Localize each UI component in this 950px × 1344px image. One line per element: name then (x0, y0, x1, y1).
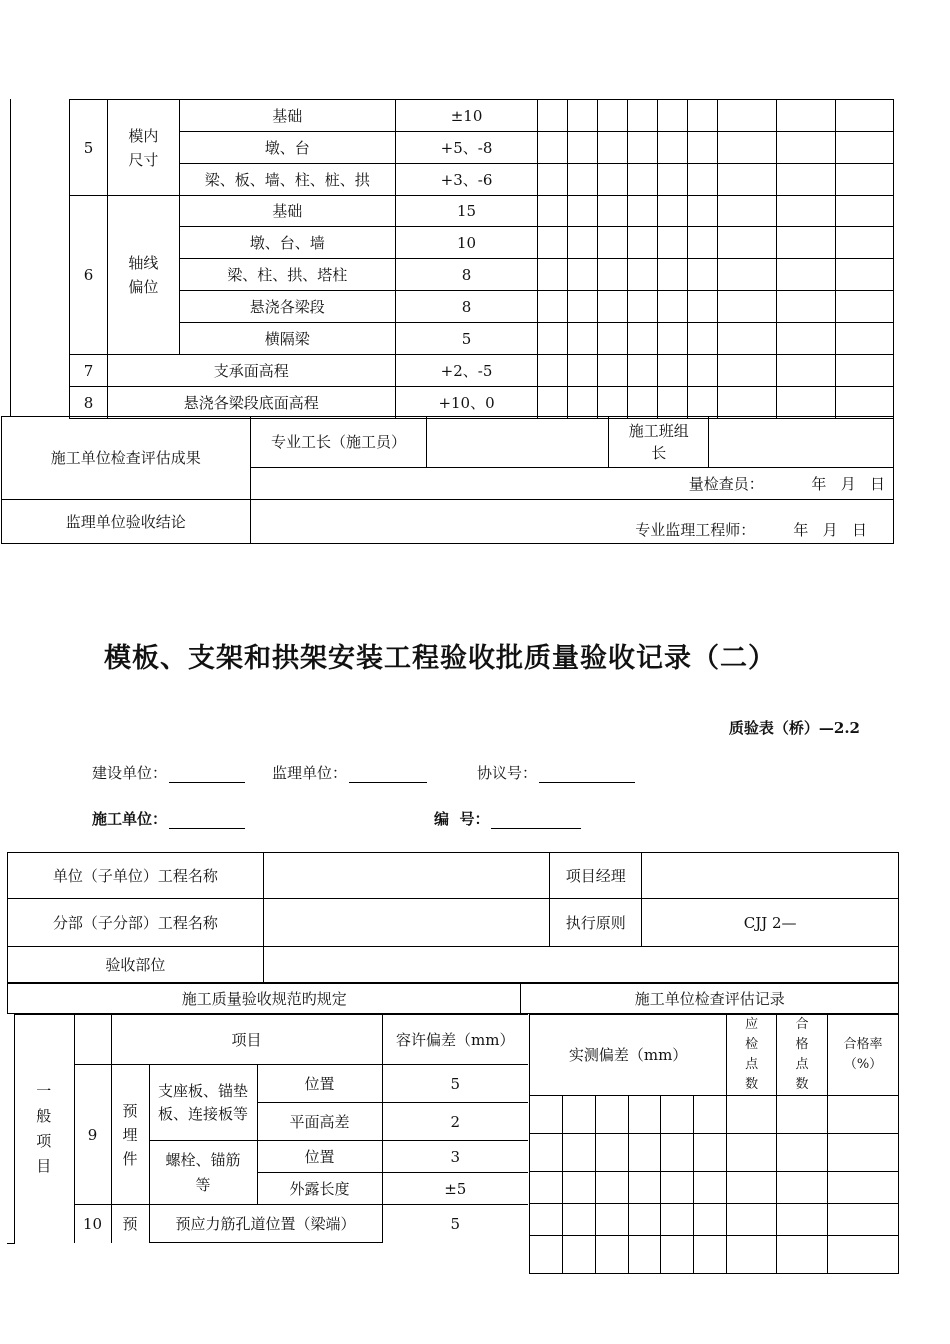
item-no: 8 (70, 387, 108, 419)
table-row (70, 355, 894, 387)
construct-unit-input[interactable] (169, 810, 245, 829)
table-row (70, 291, 894, 323)
row9-tol2: 2 (382, 1103, 528, 1141)
sub-project-value[interactable] (263, 899, 550, 947)
tolerance: ±10 (395, 100, 538, 132)
col-measured: 实测偏差（mm） (530, 1015, 727, 1096)
agreement-label: 协议号： (477, 764, 538, 782)
tolerance: +3、-6 (395, 164, 538, 196)
team-leader-value[interactable] (709, 417, 894, 468)
build-unit-field (92, 762, 245, 783)
table-row (70, 387, 894, 419)
project-manager-value[interactable] (642, 853, 899, 899)
row9-tol3: 3 (382, 1141, 528, 1173)
row9-sub2: 平面高差 (257, 1103, 382, 1141)
row10-item: 预应力筋孔道位置（梁端） (149, 1205, 382, 1243)
row9-group2: 螺栓、锚筋等 (149, 1141, 257, 1205)
build-unit-input[interactable] (169, 764, 245, 783)
row9-tol1: 5 (382, 1065, 528, 1103)
serial-label: 编 号： (434, 810, 490, 828)
item-no: 6 (70, 196, 108, 355)
supervision-label: 监理单位验收结论 (2, 500, 251, 544)
row10-cat: 预 (111, 1205, 149, 1243)
row9-sub3: 位置 (257, 1141, 382, 1173)
table-row (70, 196, 894, 227)
agreement-input[interactable] (539, 764, 635, 783)
tolerance: 8 (395, 259, 538, 291)
sub-item: 悬浇各梁段 (179, 291, 395, 323)
spec-label: 施工质量验收规范旳规定 (8, 984, 521, 1014)
construct-unit-label: 施工单位： (92, 810, 168, 828)
serial-field (434, 808, 581, 829)
general-items-text: 一般项目 (36, 1081, 52, 1175)
form-code: 质验表（桥）—2.2 (728, 719, 860, 737)
page-title: 模板、支架和拱架安装工程验收批质量验收记录（二） (104, 643, 776, 674)
col-pass-points: 合格点数 (777, 1015, 828, 1096)
standard-label: 执行原则 (550, 899, 642, 947)
check-record-label: 施工单位检查评估记录 (521, 984, 899, 1014)
project-manager-label: 项目经理 (550, 853, 642, 899)
unit-project-value[interactable] (263, 853, 550, 899)
constructor-result-label: 施工单位检查评估成果 (2, 417, 251, 500)
sub-item: 基础 (179, 100, 395, 132)
team-leader-label: 施工班组长 (609, 417, 709, 468)
supervisor-line: 专业监理工程师： 年 月 日 (250, 500, 893, 544)
sub-item: 横隔梁 (179, 323, 395, 355)
table-row (70, 323, 894, 355)
sub-item: 梁、板、墙、柱、桩、拱 (179, 164, 395, 196)
header-table (7, 852, 899, 983)
general-items-table (14, 1014, 528, 1243)
tolerance: +10、0 (395, 387, 538, 419)
foreman-value[interactable] (427, 417, 609, 468)
row9-cat: 预埋件 (111, 1065, 149, 1205)
sub-item: 基础 (179, 196, 395, 227)
table-row (70, 227, 894, 259)
acceptance-part-label: 验收部位 (8, 947, 264, 983)
item-no: 5 (70, 100, 108, 196)
row10-tol: 5 (382, 1205, 528, 1243)
inspector-line: 量检查员： 年 月 日 (250, 468, 893, 500)
supervise-unit-label: 监理单位： (272, 764, 348, 782)
row9-tol4: ±5 (382, 1173, 528, 1205)
sub-item: 墩、台 (179, 132, 395, 164)
supervise-unit-field (272, 762, 427, 783)
item-no: 7 (70, 355, 108, 387)
table-row (70, 259, 894, 291)
sub-project-label: 分部（子分部）工程名称 (8, 899, 264, 947)
col-pass-rate: 合格率（%） (828, 1015, 899, 1096)
general-items-label (14, 1015, 74, 1243)
item-name: 轴线偏位 (107, 196, 179, 355)
agreement-field (477, 762, 635, 783)
top-inspection-table (69, 99, 894, 419)
supervise-unit-input[interactable] (349, 764, 427, 783)
col-tol: 容许偏差（mm） (382, 1015, 528, 1065)
unit-project-label: 单位（子单位）工程名称 (8, 853, 264, 899)
tolerance: 15 (395, 196, 538, 227)
tolerance: 5 (395, 323, 538, 355)
construct-unit-field (92, 808, 245, 829)
signature-table (1, 416, 894, 544)
table-row (70, 100, 894, 132)
row9-no: 9 (74, 1065, 111, 1205)
serial-input[interactable] (491, 810, 581, 829)
item-name: 模内尺寸 (107, 100, 179, 196)
row10-no: 10 (74, 1205, 111, 1243)
build-unit-label: 建设单位： (92, 764, 168, 782)
left-tick (7, 1243, 15, 1244)
tolerance: 8 (395, 291, 538, 323)
col-item: 项目 (111, 1015, 382, 1065)
row9-group1: 支座板、锚垫板、连接板等 (149, 1065, 257, 1141)
item-name: 支承面高程 (107, 355, 395, 387)
item-name: 悬浇各梁段底面高程 (107, 387, 395, 419)
left-border-line (10, 99, 11, 417)
sub-item: 梁、柱、拱、塔柱 (179, 259, 395, 291)
measured-table (529, 1014, 899, 1274)
spec-header-table (7, 983, 899, 1014)
foreman-label: 专业工长（施工员） (250, 417, 427, 468)
acceptance-part-value[interactable] (263, 947, 898, 983)
tolerance: +5、-8 (395, 132, 538, 164)
row9-sub4: 外露长度 (257, 1173, 382, 1205)
standard-value: CJJ 2— (642, 899, 899, 947)
table-row (70, 132, 894, 164)
row9-sub1: 位置 (257, 1065, 382, 1103)
tolerance: 10 (395, 227, 538, 259)
table-row (70, 164, 894, 196)
col-points: 应检点数 (727, 1015, 777, 1096)
tolerance: +2、-5 (395, 355, 538, 387)
sub-item: 墩、台、墙 (179, 227, 395, 259)
